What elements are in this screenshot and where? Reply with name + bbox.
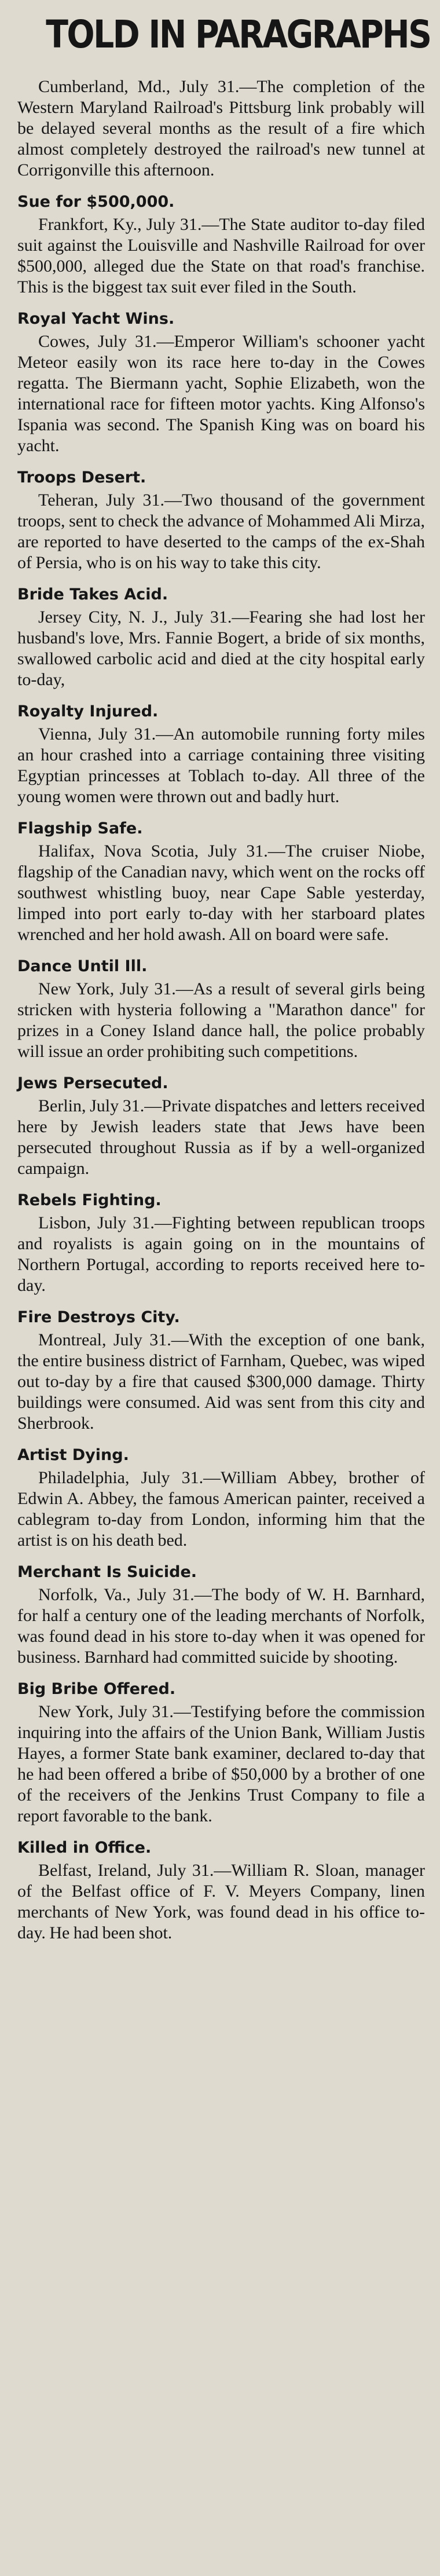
news-headline: Fire Destroys City.	[17, 1308, 180, 1326]
news-headline: Flagship Safe.	[17, 819, 143, 837]
news-item	[17, 818, 425, 945]
news-headline: Big Bribe Offered.	[17, 1680, 176, 1698]
news-headline: Royal Yacht Wins.	[17, 310, 175, 328]
masthead: TOLD IN PARAGRAPHS	[46, 12, 431, 57]
news-body: New York, July 31.—Testifying before the commission inquiring into the affairs of the Union Bank, William Justis Hayes, a former State bank examiner, declared to-day that he had been offered a bribe of $50,000 by a brother of one of the receivers of the Jenkins Trust Company to file a report favorable to the bank.	[17, 1702, 425, 1825]
news-body: Halifax, Nova Scotia, July 31.—The cruiser Niobe, flagship of the Canadian navy, which went on the rocks off southwest whistling buoy, near Cape Sable yesterday, limped into port early to-day with her starboard plates wrenched and her hold awash. All on board were safe.	[17, 841, 425, 944]
news-item	[17, 1190, 425, 1296]
news-item	[17, 1073, 425, 1179]
news-body: Vienna, July 31.—An automobile running forty miles an hour crashed into a carriage containing three visiting Egyptian princesses at Toblach to-day. All three of the young women were thrown out and badly hurt.	[17, 724, 425, 806]
news-body: Frankfort, Ky., July 31.—The State auditor to-day filed suit against the Louisville and Nashville Railroad for over $500,000, alleged due the State on that road's franchise. This is the biggest tax suit ever filed in the South.	[17, 215, 425, 297]
news-body: Jersey City, N. J., July 31.—Fearing she had lost her husband's love, Mrs. Fannie Bogert, a bride of six months, swallowed carbolic acid and died at the city hospital early to-day,	[17, 608, 425, 689]
news-body: Cumberland, Md., July 31.—The completion of the Western Maryland Railroad's Pittsburg link probably will be delayed several months as the result of a fire which almost completely destroyed the railroad's new tunnel at Corrigonville this afternoon.	[17, 77, 425, 180]
news-body: Cowes, July 31.—Emperor William's schooner yacht Meteor easily won its race here to-day in the Cowes regatta. The Biermann yacht, Sophie Elizabeth, won the international race for fifteen motor yachts. King Alfonso's Ispania was second. The Spanish King was on board his yacht.	[17, 332, 425, 455]
news-headline: Merchant Is Suicide.	[17, 1563, 197, 1581]
news-headline: Bride Takes Acid.	[17, 586, 168, 603]
news-body: New York, July 31.—As a result of several girls being stricken with hysteria following a "Marathon dance" for prizes in a Coney Island dance hall, the police probably will issue an order prohibiting such competitions.	[17, 979, 425, 1061]
news-item	[17, 1678, 425, 1827]
news-headline: Dance Until Ill.	[17, 957, 148, 975]
news-item	[17, 584, 425, 690]
news-body: Lisbon, July 31.—Fighting between republican troops and royalists is again going on in the mountains of Northern Portugal, according to reports received here to-day.	[17, 1213, 425, 1295]
news-body: Teheran, July 31.—Two thousand of the government troops, sent to check the advance of Mohammed Ali Mirza, are reported to have deserted to the camps of the ex-Shah of Persia, who is on his way to take this city.	[17, 491, 425, 572]
news-body: Belfast, Ireland, July 31.—William R. Sloan, manager of the Belfast office of F. V. Meyers Company, linen merchants of New York, was found dead in his office to-day. He had been shot.	[17, 1861, 425, 1942]
news-item	[17, 76, 425, 181]
news-headline: Jews Persecuted.	[17, 1074, 168, 1092]
news-headline: Sue for $500,000.	[17, 193, 175, 211]
news-headline: Royalty Injured.	[17, 702, 159, 720]
news-headline: Rebels Fighting.	[17, 1191, 162, 1209]
news-item	[17, 1837, 425, 1944]
news-body: Norfolk, Va., July 31.—The body of W. H. Barnhard, for half a century one of the leading merchants of Norfolk, was found dead in his store to-day when it was opened for business. Barnhard had committed suicide by shooting.	[17, 1585, 425, 1667]
news-item	[17, 191, 425, 298]
news-headline: Troops Desert.	[17, 469, 146, 486]
article-list	[17, 76, 425, 1944]
news-body: Philadelphia, July 31.—William Abbey, brother of Edwin A. Abbey, the famous American painter, received a cablegram to-day from London, informing him that the artist is on his death bed.	[17, 1468, 425, 1550]
news-body: Berlin, July 31.—Private dispatches and letters received here by Jewish leaders state that Jews have been persecuted throughout Russia as if by a well-organized campaign.	[17, 1096, 425, 1178]
news-item	[17, 467, 425, 573]
news-headline: Killed in Office.	[17, 1839, 152, 1857]
news-headline: Artist Dying.	[17, 1446, 129, 1464]
news-item	[17, 701, 425, 807]
news-item	[17, 956, 425, 1062]
news-item	[17, 1307, 425, 1434]
news-body: Montreal, July 31.—With the exception of one bank, the entire business district of Farnham, Quebec, was wiped out to-day by a fire that caused $300,000 damage. Thirty buildings were consumed. Aid was sent from this city and Sherbrook.	[17, 1330, 425, 1433]
news-item	[17, 1444, 425, 1551]
news-item	[17, 1561, 425, 1668]
news-item	[17, 308, 425, 456]
